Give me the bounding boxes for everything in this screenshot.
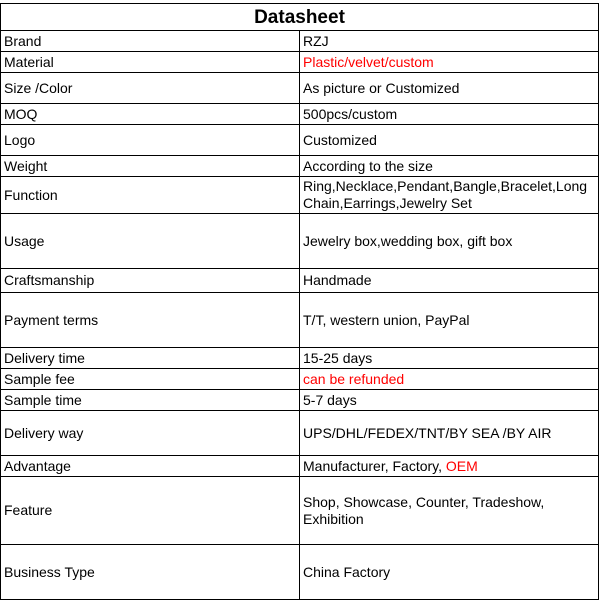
- row-value: Customized: [300, 125, 599, 156]
- row-label: Usage: [1, 214, 300, 269]
- table-row: [1, 52, 599, 73]
- row-label: Sample fee: [1, 369, 300, 390]
- row-label: Material: [1, 52, 300, 73]
- row-value: Jewelry box,wedding box, gift box: [300, 214, 599, 269]
- table-row: [1, 348, 599, 369]
- row-value: China Factory: [300, 545, 599, 600]
- row-value: Handmade: [300, 269, 599, 293]
- row-value: RZJ: [300, 31, 599, 52]
- value-line-2: Chain,Earrings,Jewelry Set: [303, 195, 472, 211]
- datasheet-table: [0, 3, 599, 600]
- row-label: MOQ: [1, 104, 300, 125]
- page-title: Datasheet: [1, 4, 599, 31]
- value-text: Manufacturer, Factory,: [303, 457, 446, 474]
- table-row: [1, 31, 599, 52]
- row-value: 5-7 days: [300, 390, 599, 411]
- row-label: Business Type: [1, 545, 300, 600]
- row-label: Feature: [1, 477, 300, 545]
- table-row: [1, 125, 599, 156]
- row-value: Plastic/velvet/custom: [300, 52, 599, 73]
- row-value: [300, 177, 599, 214]
- table-row: [1, 545, 599, 600]
- row-label: Size /Color: [1, 73, 300, 104]
- table-row: [1, 390, 599, 411]
- table-row: [1, 104, 599, 125]
- row-value: 500pcs/custom: [300, 104, 599, 125]
- table-row: [1, 456, 599, 477]
- datasheet: [0, 3, 600, 600]
- row-label: Sample time: [1, 390, 300, 411]
- row-value: [300, 456, 599, 477]
- table-row: [1, 293, 599, 348]
- row-value: T/T, western union, PayPal: [300, 293, 599, 348]
- row-value: As picture or Customized: [300, 73, 599, 104]
- table-row: [1, 411, 599, 456]
- row-label: Brand: [1, 31, 300, 52]
- row-label: Logo: [1, 125, 300, 156]
- row-label: Delivery time: [1, 348, 300, 369]
- table-row: [1, 156, 599, 177]
- row-value: can be refunded: [300, 369, 599, 390]
- table-row: [1, 477, 599, 545]
- row-value: UPS/DHL/FEDEX/TNT/BY SEA /BY AIR: [300, 411, 599, 456]
- value-line-1: Ring,Necklace,Pendant,Bangle,Bracelet,Long: [303, 178, 588, 194]
- row-label: Craftsmanship: [1, 269, 300, 293]
- table-row: [1, 269, 599, 293]
- row-label: Function: [1, 177, 300, 214]
- row-label: Advantage: [1, 456, 300, 477]
- row-label: Weight: [1, 156, 300, 177]
- row-label: Payment terms: [1, 293, 300, 348]
- title-row: [1, 4, 599, 31]
- table-row: [1, 177, 599, 214]
- table-row: [1, 214, 599, 269]
- row-value: According to the size: [300, 156, 599, 177]
- table-row: [1, 73, 599, 104]
- table-row: [1, 369, 599, 390]
- row-value: Shop, Showcase, Counter, Tradeshow, Exhibition: [300, 477, 599, 545]
- value-highlight: OEM: [445, 457, 478, 474]
- row-label: Delivery way: [1, 411, 300, 456]
- row-value: 15-25 days: [300, 348, 599, 369]
